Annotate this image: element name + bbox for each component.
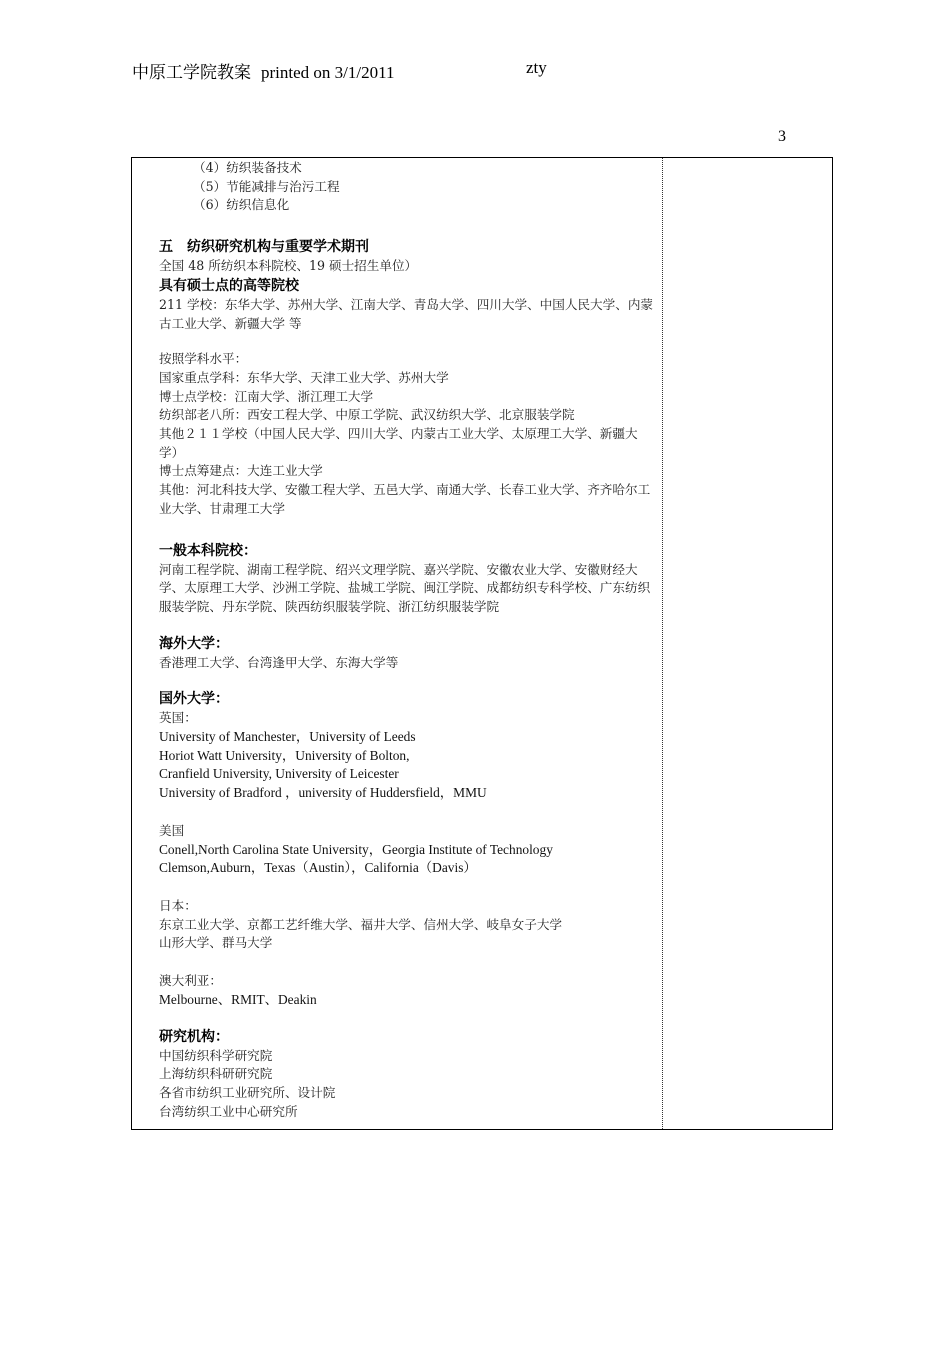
schools-211: 211 学校：东华大学、苏州大学、江南大学、青岛大学、四川大学、中国人民大学、内蒙古工业大学、新疆大学 等 [159, 296, 654, 331]
lesson-content [159, 159, 654, 1121]
general-heading: 一般本科院校： [159, 542, 257, 559]
jp-line: 山形大学、群马大学 [159, 935, 273, 951]
research-heading: 研究机构： [159, 1028, 229, 1045]
lesson-table [131, 157, 833, 1130]
column-divider [662, 158, 663, 1129]
overseas-list: 香港理工大学、台湾逢甲大学、东海大学等 [159, 654, 399, 670]
research-line: 上海纺织科研研究院 [159, 1066, 273, 1082]
other211-line: 其他２１１学校（中国人民大学、四川大学、内蒙古工业大学、太原理工大学、新疆大学） [159, 426, 638, 460]
foreign-heading: 国外大学： [159, 691, 229, 708]
uk-label: 英国： [159, 710, 197, 726]
page-header [132, 58, 547, 83]
phd-schools-line: 博士点学校：江南大学、浙江理工大学 [159, 388, 374, 404]
list-item: （5）节能减排与治污工程 [193, 178, 340, 194]
us-line: Conell,North Carolina State University，Georgia Institute of Technology [159, 841, 553, 857]
header-printed-date: printed on 3/1/2011 [261, 63, 395, 82]
uk-line: University of Manchester，University of Leeds [159, 729, 416, 745]
list-item: （6）纺织信息化 [193, 197, 290, 213]
jp-label: 日本： [159, 897, 197, 913]
header-org: 中原工学院教案 [132, 63, 251, 83]
by-level-label: 按照学科水平： [159, 351, 248, 367]
others-line: 其他：河北科技大学、安徽工程大学、五邑大学、南通大学、长春工业大学、齐齐哈尔工业大学、甘肃理工大学 [159, 482, 651, 516]
general-list: 河南工程学院、湖南工程学院、绍兴文理学院、嘉兴学院、安徽农业大学、安徽财经大学、太原理工大学、沙洲工学院、盐城工学院、闽江学院、成都纺织专科学校、广东纺织服装学院、丹东学院、陕西纺织服装学院、浙江纺织服装学院 [159, 561, 651, 614]
au-label: 澳大利亚： [159, 973, 222, 989]
national-key-line: 国家重点学科：东华大学、天津工业大学、苏州大学 [159, 369, 449, 385]
header-author: zty [526, 58, 547, 77]
us-line: Clemson,Auburn，Texas（Austin），California（Davis） [159, 860, 477, 876]
phd-building-line: 博士点筹建点：大连工业大学 [159, 463, 323, 479]
section-heading: 五 纺织研究机构与重要学术期刊 [159, 239, 369, 256]
uk-line: University of Bradford ，university of Huddersfield，MMU [159, 785, 487, 801]
summary-line: 全国 48 所纺织本科院校、19 硕士招生单位） [159, 258, 418, 274]
uk-line: Horiot Watt University，University of Bolton, [159, 747, 410, 763]
us-label: 美国 [159, 822, 185, 838]
page-number: 3 [778, 128, 786, 145]
au-line: Melbourne、RMIT、Deakin [159, 991, 317, 1007]
ministry8-line: 纺织部老八所：西安工程大学、中原工学院、武汉纺织大学、北京服装学院 [159, 407, 575, 423]
research-line: 台湾纺织工业中心研究所 [159, 1103, 298, 1119]
masters-heading: 具有硕士点的高等院校 [159, 277, 299, 294]
research-line: 中国纺织科学研究院 [159, 1047, 273, 1063]
overseas-heading: 海外大学： [159, 635, 229, 652]
research-line: 各省市纺织工业研究所、设计院 [159, 1084, 336, 1100]
uk-line: Cranfield University, University of Leicester [159, 766, 399, 782]
jp-line: 东京工业大学、京都工艺纤维大学、福井大学、信州大学、岐阜女子大学 [159, 916, 562, 932]
list-item: （4）纺织装备技术 [193, 160, 302, 175]
